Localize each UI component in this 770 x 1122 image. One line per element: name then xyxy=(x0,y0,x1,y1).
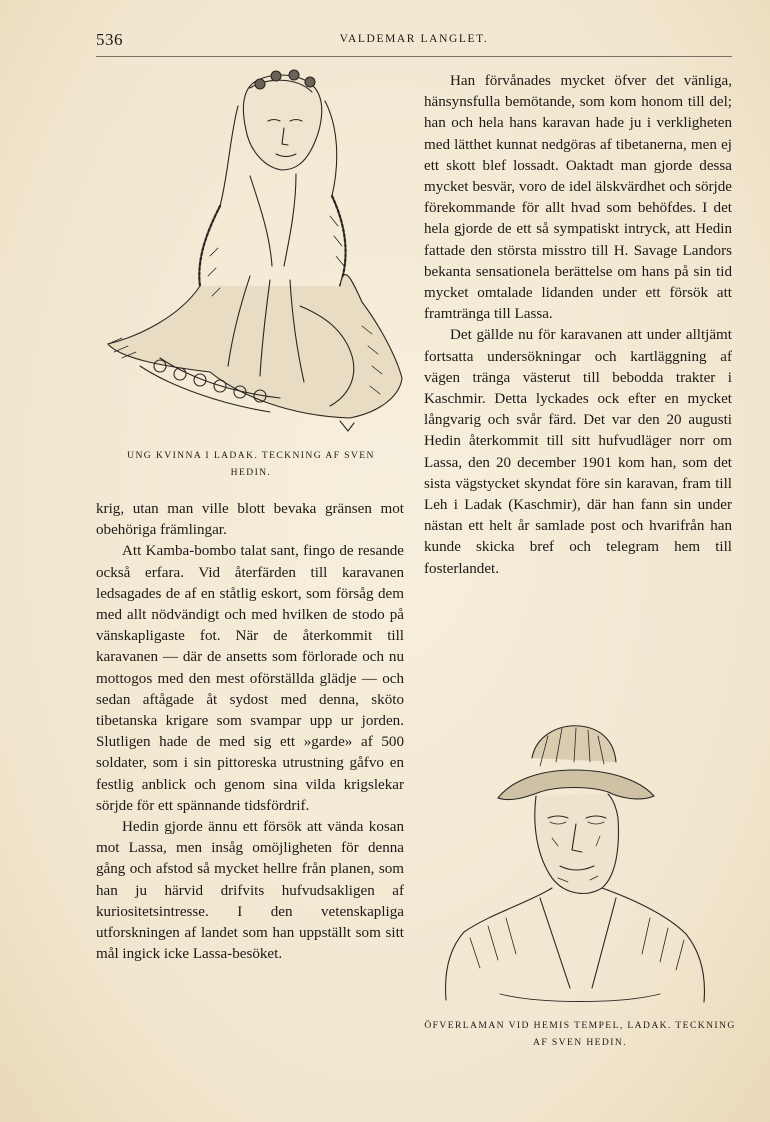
right-paragraph-2: Det gällde nu för karavanen att under alltjämt fortsatta undersökningar och kartläggning af vägen tränga västerut till bebodda trakter i Kaschmir. Detta lyckades ock efter en mycket långvarig och svår färd. Det var den 20 augusti Hedin återkommit till sitt hufvudläger norr om Lassa, den 20 december 1901 kom han, som det sista vägstycket skyndat före sin karavan, fram till Leh i Ladak (Kaschmir), där han fann sin under nästan ett helt år samlade post och hvarifrån han kunde skicka bref och telegram hem till fosterlandet. xyxy=(424,327,732,577)
page-number: 536 xyxy=(96,30,123,49)
left-paragraph-1: krig, utan man ville blott bevaka gränsen mot obehöriga främlingar. xyxy=(96,501,404,539)
caption-head-lama: ÖFVERLAMAN VID HEMIS TEMPEL, LADAK. TECKNING AF SVEN HEDIN. xyxy=(424,1020,736,1048)
left-paragraph-2: Att Kamba-bombo talat sant, fingo de resande också erfara. Vid återfärden till karavanen ledsagades de af en ståtlig eskort, som försåg dem med allt nödvändigt och med hvilken de stodo på vänskapligaste fot. När de återkommit till karavanen — där de ansetts som förlorade och nu mottogos med den mest oförställda glädje — och sedan aftågade åt sydost med denna, sköto tibetanska krigare som svampar upp ur jorden. Slutligen hade de med sig ett »garde» af 500 soldater, som i sin pittoreska utrustning gåfvo en festlig anblick och genom sina vilda krigslekar sörjde för ett spännande tidsfördrif. xyxy=(96,543,404,814)
left-column-text xyxy=(96,499,404,965)
right-column-text xyxy=(424,71,732,580)
right-paragraph-1: Han förvånades mycket öfver det vänliga, hänsynsfulla bemötande, som kom honom till del; han och hela hans karavan hade ju i verkligheten med lätthet kunnat nedgöras af tibetanerna, men ej ett skott blef lossadt. Oaktadt man gjorde dessa mycket besvär, voro de idel älskvärdhet och sörjde förekommande för allt hvad som behöfdes. I det hela gjorde de ett så sympatiskt intryck, att Hedin fattade den största misstro till H. Savage Landors bekanta sensationela berättelse om hans på sin tid mycket omtalade lidanden under ett försök att framtränga till Lassa. xyxy=(424,73,732,323)
young-woman-drawing xyxy=(100,66,410,438)
illustration-head-lama xyxy=(440,718,712,1008)
caption-young-woman: UNG KVINNA I LADAK. TECKNING AF SVEN HEDIN. xyxy=(127,450,375,478)
head-lama-drawing xyxy=(440,718,712,1008)
running-head: VALDEMAR LANGLET. xyxy=(339,33,489,45)
page-header xyxy=(96,30,732,57)
illustration-young-woman xyxy=(100,66,410,438)
left-paragraph-3: Hedin gjorde ännu ett försök att vända kosan mot Lassa, men insåg omöjligheten för denna gång och afstod så mycket hellre från planen, som han ju härvid drifvits hufvudsakligen af kuriositetsintresse. I den vetenskapliga utforskningen af landet som han uppställt som sitt mål ingick icke Lassa-besöket. xyxy=(96,819,404,963)
